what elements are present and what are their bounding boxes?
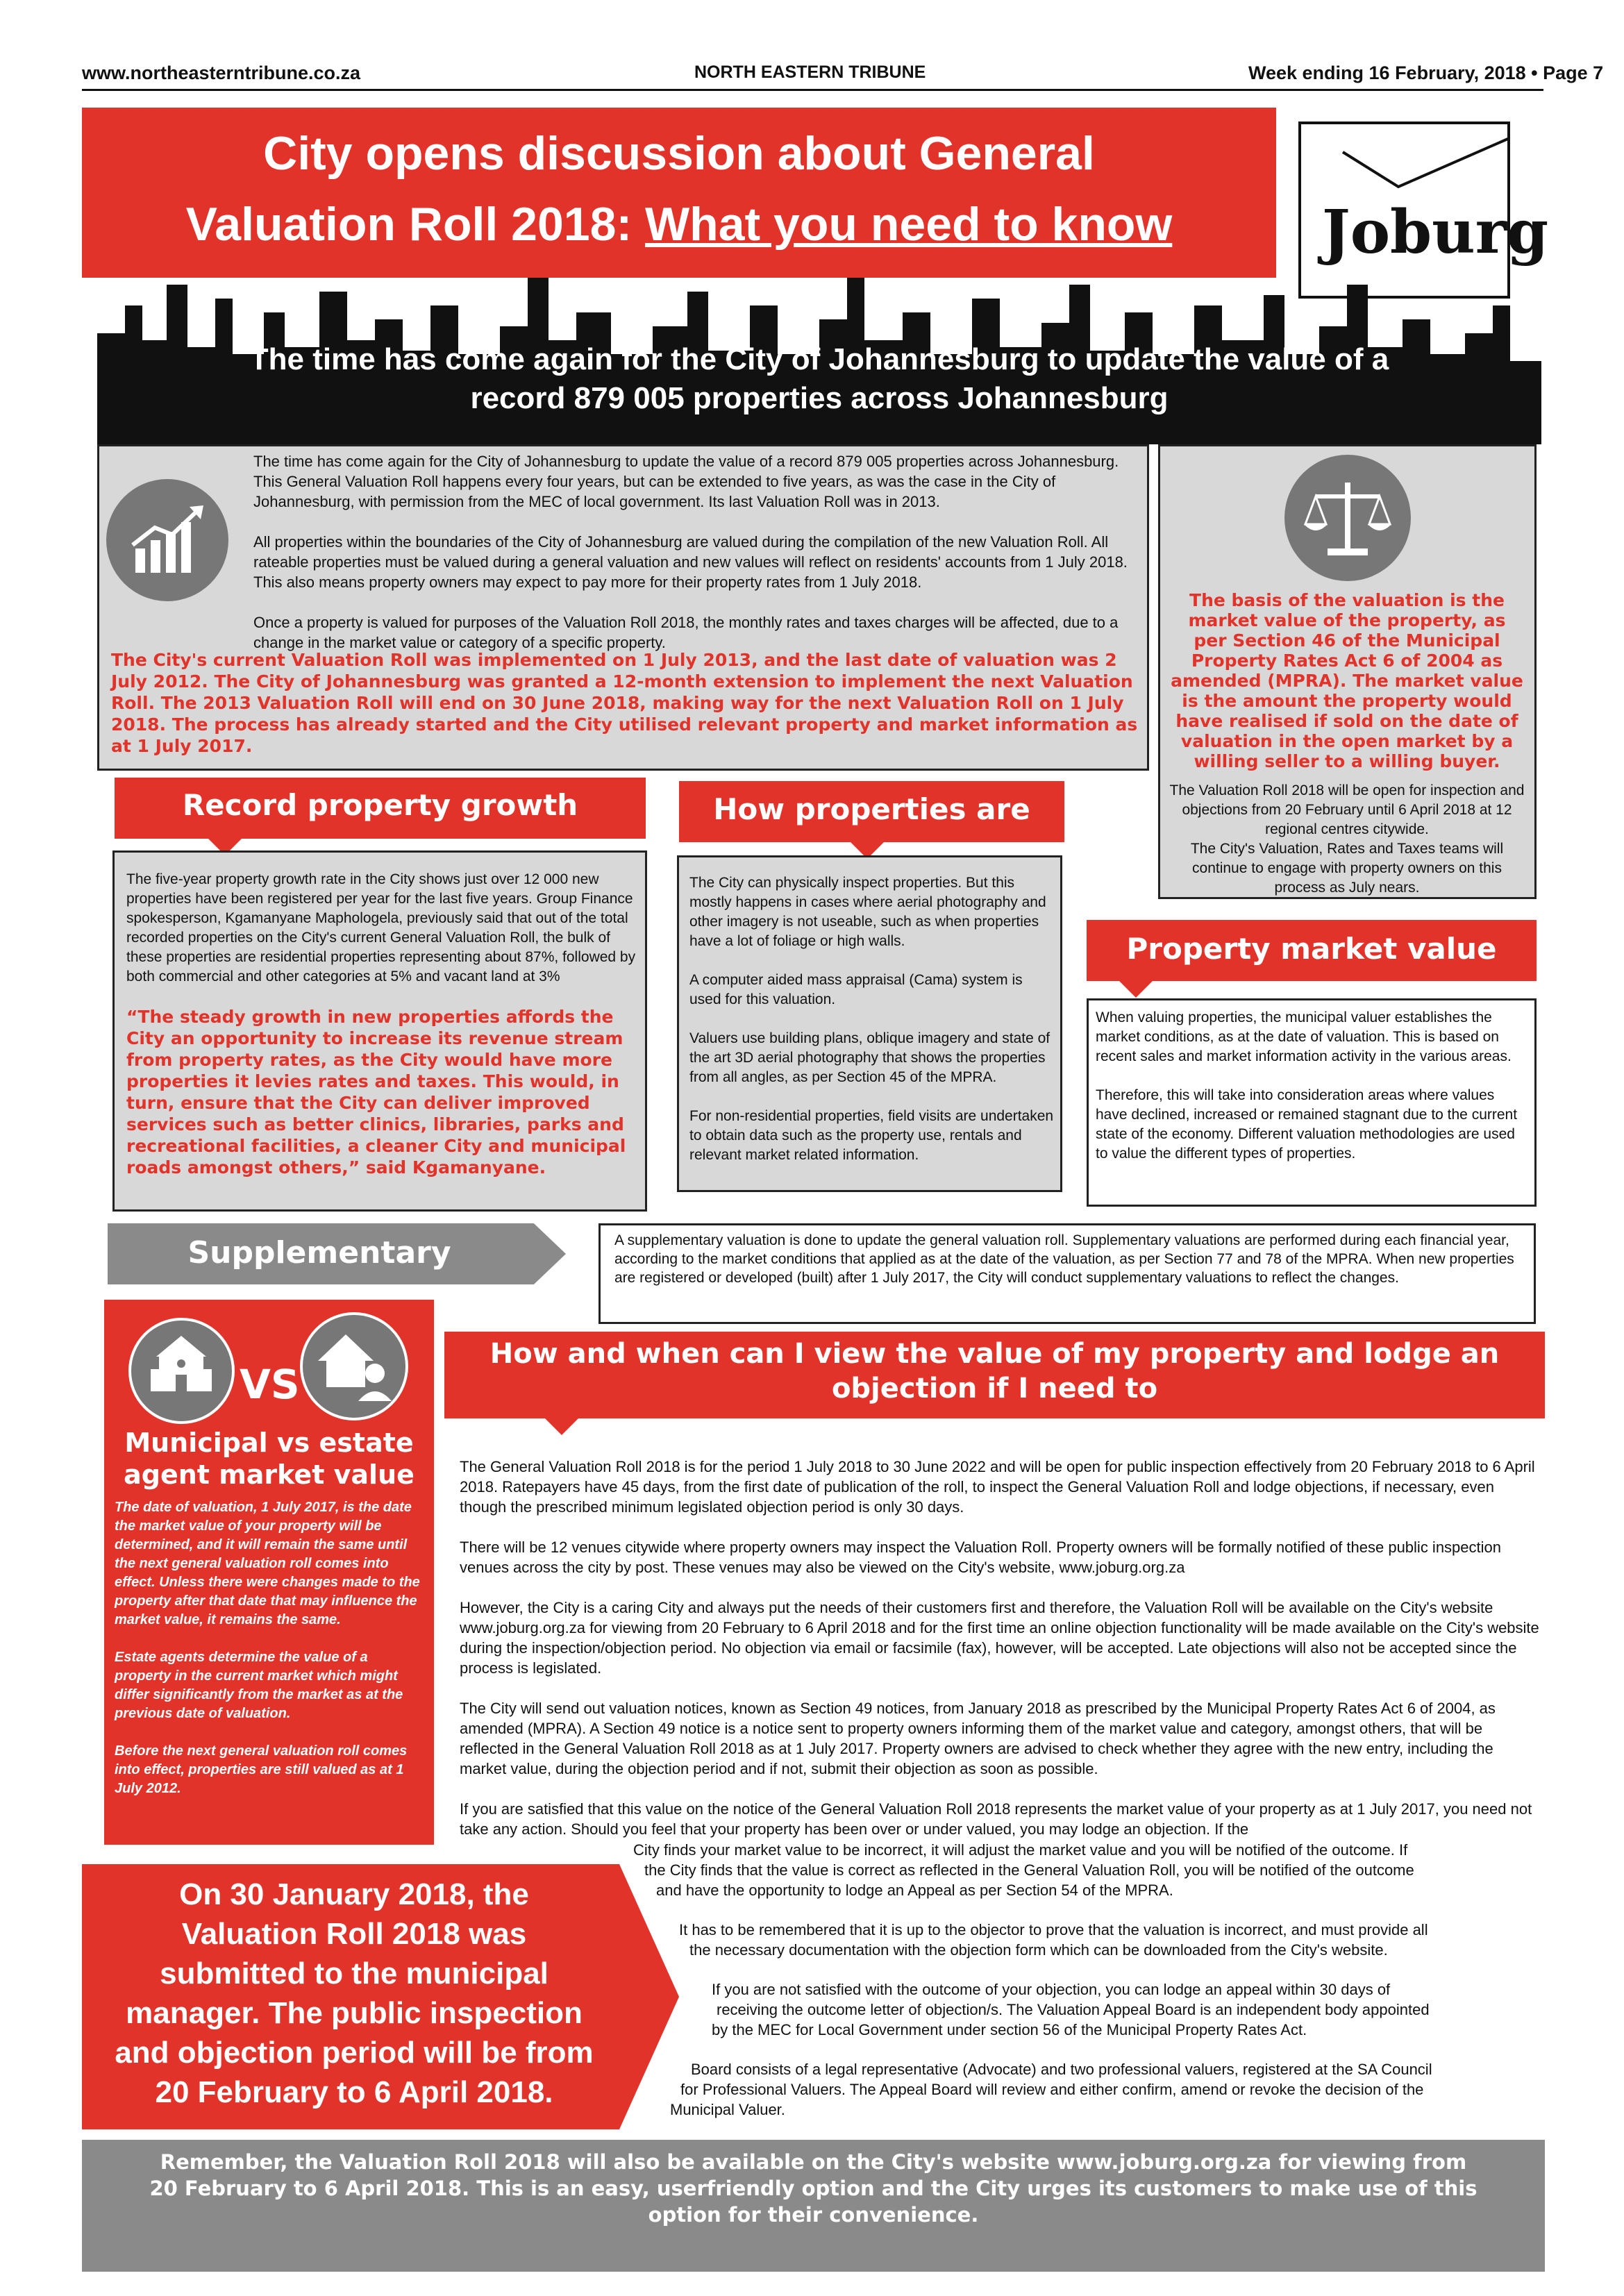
valued-p4: For non-residential properties, field visits are undertaken to obtain data such as the property use, rentals and relevant market related information. — [689, 1108, 1054, 1163]
howwhen-p5a: If you are satisfied that this value on the notice of the General Valuation Roll 2018 represents the market value of your property as at 1 July 2017, you need not take any action. Should you feel that your property has been over or under valued, you may lodge an objection. If the — [460, 1800, 1532, 1838]
market-text — [1096, 1008, 1530, 1164]
january-l3: submitted to the municipal — [160, 1956, 549, 1991]
howwhen-p8c: Municipal Valuer. — [670, 2101, 785, 2118]
header-rule — [82, 89, 1543, 91]
intro-p3: Once a property is valued for purposes of the Valuation Roll 2018, the monthly rates and taxes charges will be affected, due to a change in the market value or category of a specific property. — [253, 614, 1119, 651]
valued-p3: Valuers use building plans, oblique imagery and state of the art 3D aerial photography that shows the properties from all angles, as per Section 45 of the MPRA. — [689, 1030, 1050, 1085]
january-l6: 20 February to 6 April 2018. — [155, 2075, 553, 2109]
january-l1: On 30 January 2018, the — [179, 1877, 529, 1911]
municipal-title — [104, 1427, 434, 1491]
howwhen-title2: objection if I need to — [831, 1373, 1158, 1405]
scales-icon — [1284, 455, 1411, 581]
house-agent-icon — [300, 1312, 408, 1421]
newspaper-name: NORTH EASTERN TRIBUNE — [694, 62, 926, 82]
intro-red-text: The City's current Valuation Roll was implemented on 1 July 2013, and the last date of valuation was 2 July 2012. The City of Johannesburg was granted a 12-month extension to implement the next Valuation Roll. The 2013 Valuation Roll will end on 30 June 2018, making way for the next Valuation Roll on 1 July 2018. The process has already started and the City utilised relevant property and market information as at 1 July 2017. — [111, 650, 1138, 756]
subhead — [97, 340, 1541, 418]
vs-label: VS — [240, 1361, 300, 1408]
howwhen-title-pointer — [545, 1418, 578, 1435]
growth-text — [126, 870, 637, 1178]
howwhen-p6a: It has to be remembered that it is up to the objector to prove that the valuation is incorrect, and must provide all — [679, 1921, 1428, 1938]
howwhen-p8b: for Professional Valuers. The Appeal Board will review and either confirm, amend or revoke the decision of the — [680, 2081, 1424, 2098]
headline-line2 — [82, 189, 1276, 260]
growth-title: Record property growth — [115, 778, 646, 839]
municipal-p2: Estate agents determine the value of a property in the current market which might differ significantly from the market as at the previous date of valuation. — [115, 1650, 403, 1721]
growth-p1: The five-year property growth rate in the City shows just over 12 000 new properties have been registered per year for the last five years. Group Finance spokesperson, Kgamanyane Maphologela, previously said that out of the total recorded properties on the City's current General Valuation Roll, the bulk of these properties are residential properties representing about 87%, followed by both commercial and other categories at 5% and vacant land at 3% — [126, 871, 636, 984]
municipal-title2: agent market value — [124, 1459, 415, 1490]
municipal-text — [115, 1498, 427, 1798]
footer-l2: 20 February to 6 April 2018. This is an easy, userfriendly option and the City urges its customers to make use of this — [149, 2177, 1477, 2200]
valued-p2: A computer aided mass appraisal (Cama) system is used for this valuation. — [689, 972, 1023, 1007]
howwhen-p2: There will be 12 venues citywide where property owners may inspect the Valuation Roll. Property owners will be formally notified of these public inspection venues across the city by post. These venues may also be viewed on the City's website, www.joburg.org.za — [460, 1539, 1501, 1576]
january-l4: manager. The public inspection — [126, 1996, 583, 2030]
howwhen-p7a: If you are not satisfied with the outcome of your objection, you can lodge an appeal within 30 days of — [712, 1981, 1391, 1998]
intro-p2: All properties within the boundaries of the City of Johannesburg are valued during the compilation of the new Valuation Roll. All rateable properties must be valued during a general valuation and new values will reflect on residents' accounts from 1 July 2018. This also means property owners may expect to pay more for their property rates from 1 July 2018. — [253, 533, 1128, 591]
basis-p1: The Valuation Roll 2018 will be open for inspection and objections from 20 February until 6 April 2018 at 12 regional centres citywide. — [1169, 782, 1525, 837]
howwhen-p5d: and have the opportunity to lodge an Appeal as per Section 54 of the MPRA. — [656, 1882, 1173, 1899]
howwhen-p8a: Board consists of a legal representative (Advocate) and two professional valuers, registered at the SA Council — [691, 2061, 1432, 2078]
valued-text — [689, 873, 1054, 1165]
howwhen-p5b: City finds your market value to be incorrect, it will adjust the market value and you will be notified of the outcome. If — [633, 1841, 1408, 1859]
howwhen-p5c: the City finds that the value is correct as reflected in the General Valuation Roll, you will be notified of the outcome — [644, 1861, 1414, 1879]
intro-p1: The time has come again for the City of Johannesburg to update the value of a record 879 005 properties across Johannesburg. This General Valuation Roll happens every four years, but can be extended to five years, as was the case in the City of Johannesburg, with permission from the MEC of local government. Its last Valuation Roll was in 2013. — [253, 453, 1119, 510]
howwhen-p6b: the necessary documentation with the objection form which can be downloaded from the City's website. — [689, 1941, 1388, 1959]
market-title-pointer — [1119, 981, 1153, 998]
growth-chart-icon — [106, 479, 228, 601]
valued-p1: The City can physically inspect properties. But this mostly happens in cases where aerial photography and other imagery is not useable, such as when properties have a lot of foliage or high walls. — [689, 875, 1046, 949]
market-title: Property market value — [1087, 920, 1537, 981]
howwhen-p4: The City will send out valuation notices, known as Section 49 notices, from January 2018 as prescribed by the Municipal Property Rates Act 6 of 2004, as amended (MPRA). A Section 49 notice is a notice sent to property owners informing them of the market value and category, amongst others, that will be reflected in the General Valuation Roll 2018 as at 1 July 2017. Property owners are advised to check whether they agree with the new entry, including the market value, during the objection period and if not, submit their objection as soon as possible. — [460, 1700, 1496, 1777]
municipal-p3: Before the next general valuation roll comes into effect, properties are still valued as at 1 July 2012. — [115, 1743, 408, 1796]
school-building-icon — [128, 1318, 235, 1424]
headline-emphasis: What you need to know — [644, 198, 1173, 251]
valued-title: How properties are — [679, 781, 1064, 842]
footer-l1: Remember, the Valuation Roll 2018 will also be available on the City's website www.joburg.org.za for viewing from — [160, 2150, 1467, 2174]
january-l2: Valuation Roll 2018 was — [181, 1917, 527, 1951]
january-l5: and objection period will be from — [115, 2036, 594, 2070]
intro-text — [253, 451, 1139, 673]
headline-line1: City opens discussion about General — [263, 127, 1095, 180]
supplementary-text: A supplementary valuation is done to update the general valuation roll. Supplementary valuations are performed during each financial year, according to the market conditions that applied as at the date of the valuation, as per Section 77 and 78 of the MPRA. When new properties are registered or developed (built) after 1 July 2017, the City will conduct supplementary valuations to reflect the changes. — [614, 1232, 1514, 1286]
logo-text: Joburg — [1322, 197, 1549, 267]
subhead-line2: record 879 005 properties across Johannesburg — [470, 381, 1169, 415]
municipal-title1: Municipal vs estate — [124, 1427, 414, 1458]
howwhen-p3: However, the City is a caring City and always put the needs of their customers first and therefore, the Valuation Roll will be available on the City's website www.joburg.org.za for viewing from 20 February to 6 April 2018 and for the first time an online objection functionality will be made available on the City's website during the inspection/objection period. No objection via email or facsimile (fax), however, will be accepted. Late objections will also not be accepted since the process is legislated. — [460, 1599, 1539, 1677]
january-text — [90, 1875, 618, 2112]
market-p2: Therefore, this will take into consideration areas where values have declined, increased or remained stagnant due to the current state of the economy. Different valuation methodologies are used to value the different types of properties. — [1096, 1087, 1518, 1162]
subhead-line1: The time has come again for the City of Johannesburg to update the value of a — [249, 342, 1389, 376]
supplementary-title: Supplementary — [187, 1235, 451, 1271]
municipal-p1: The date of valuation, 1 July 2017, is the date the market value of your property will be determined, and it will remain the same until the next general valuation roll comes into effect. Unless there were changes made to the property after that date that may influence the market value, it remains the same. — [115, 1500, 420, 1627]
howwhen-text — [460, 1457, 1543, 1839]
howwhen-title1: How and when can I view the value of my property and lodge an — [489, 1338, 1500, 1370]
howwhen-p1: The General Valuation Roll 2018 is for the period 1 July 2018 to 30 June 2022 and will be open for public inspection effectively from 20 February 2018 to 6 April 2018. Ratepayers have 45 days, from the first date of publication of the roll, to inspect the General Valuation Roll and lodge objections, if necessary, even though the prescribed minimum legislated objection period is only 30 days. — [460, 1458, 1535, 1516]
headline — [82, 118, 1276, 260]
howwhen-p7c: by the MEC for Local Government under section 56 of the Municipal Property Rates Act. — [712, 2021, 1307, 2038]
footer-text — [82, 2149, 1545, 2228]
headline-line2a: Valuation Roll 2018: — [185, 198, 645, 251]
basis-red-text: The basis of the valuation is the market value of the property, as per Section 46 of the Municipal Property Rates Act 6 of 2004 as amended (MPRA). The market value is the amount the property would have realised if sold on the date of valuation in the open market by a willing seller to a willing buyer. — [1171, 590, 1523, 771]
market-p1: When valuing properties, the municipal valuer establishes the market conditions, as at the date of valuation. This is based on recent sales and market information activity in the various areas. — [1096, 1009, 1512, 1064]
basis-p2: The City's Valuation, Rates and Taxes teams will continue to engage with property owners on this process as July nears. — [1190, 841, 1504, 896]
howwhen-p7b: receiving the outcome letter of objection/s. The Valuation Appeal Board is an independent body appointed — [717, 2001, 1430, 2018]
growth-quote: “The steady growth in new properties affords the City an opportunity to increase its revenue stream from property rates, as the City would have more properties it levies rates and taxes. This would, in turn, ensure that the City can deliver improved services such as better clinics, libraries, parks and recreational facilities, a cleaner City and municipal roads amongst others,” said Kgamanyane. — [126, 1007, 626, 1178]
website-url[interactable]: www.northeasterntribune.co.za — [82, 62, 361, 83]
footer-l3: option for their convenience. — [648, 2203, 979, 2227]
issue-date-page: Week ending 16 February, 2018 • Page 7 — [1248, 62, 1604, 83]
howwhen-title — [444, 1336, 1545, 1406]
basis-text — [1166, 781, 1527, 898]
